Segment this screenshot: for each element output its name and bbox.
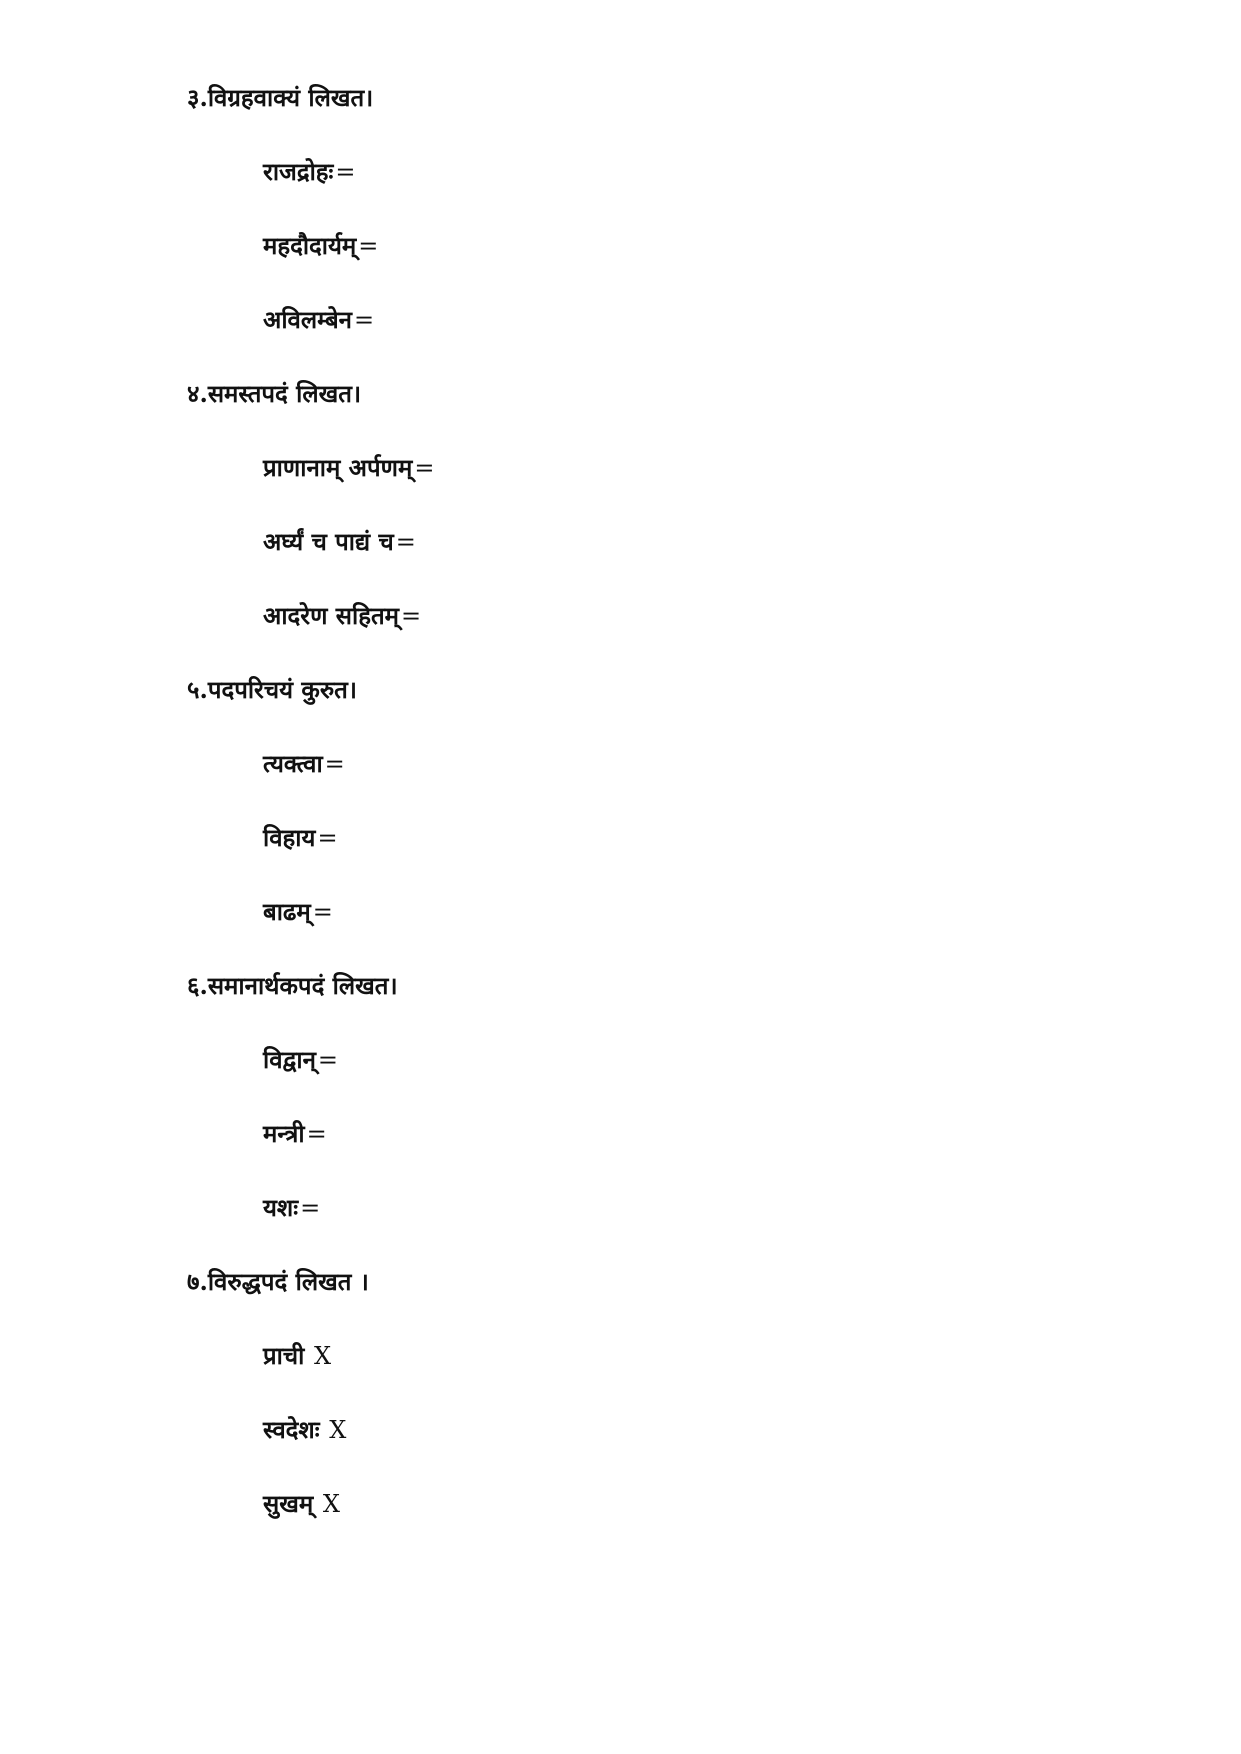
answer-marker: X xyxy=(315,1490,340,1518)
section-heading-3: ३.विग्रहवाक्यं लिखत। xyxy=(187,83,374,112)
answer-marker: = xyxy=(317,1046,339,1074)
question-term: मन्त्री xyxy=(263,1119,305,1148)
question-term: त्यक्त्वा xyxy=(263,749,323,778)
question-term: राजद्रोहः xyxy=(263,157,334,186)
answer-marker: X xyxy=(306,1342,332,1370)
answer-marker: = xyxy=(300,1194,321,1222)
answer-marker: = xyxy=(414,454,435,482)
question-term: स्वदेशः xyxy=(263,1415,320,1444)
question-item xyxy=(263,1044,338,1076)
question-term: आदरेण सहितम् xyxy=(263,601,400,630)
question-item xyxy=(263,526,416,558)
section-heading-4: ४.समस्तपदं लिखत। xyxy=(187,379,362,408)
question-term: यशः xyxy=(263,1193,299,1222)
question-term: प्राची xyxy=(263,1341,305,1370)
question-item xyxy=(263,1488,340,1520)
answer-marker: = xyxy=(358,232,379,260)
question-term: विद्वान् xyxy=(263,1045,316,1074)
answer-marker: = xyxy=(354,306,375,334)
answer-marker: = xyxy=(324,750,345,778)
question-item xyxy=(263,452,434,484)
section-heading-5: ५.पदपरिचयं कुरुत। xyxy=(187,675,357,704)
question-term: प्राणानाम् अर्पणम् xyxy=(263,453,413,482)
answer-marker: = xyxy=(312,898,333,926)
question-item xyxy=(263,748,345,780)
answer-marker: = xyxy=(335,158,356,186)
question-item xyxy=(263,1340,331,1372)
question-item xyxy=(263,230,378,262)
question-term: अर्घ्यं च पाद्यं च xyxy=(263,527,394,556)
answer-marker: = xyxy=(306,1120,327,1148)
question-item xyxy=(263,822,338,854)
answer-marker: = xyxy=(395,528,416,556)
section-heading-7: ७.विरुद्धपदं लिखत । xyxy=(187,1267,369,1296)
answer-marker: X xyxy=(321,1416,347,1444)
question-item xyxy=(263,156,356,188)
section-heading-6: ६.समानार्थकपदं लिखत। xyxy=(187,971,398,1000)
question-term: बाढम् xyxy=(263,897,311,926)
question-item xyxy=(263,1414,346,1446)
question-item xyxy=(263,1192,320,1224)
answer-marker: = xyxy=(401,602,422,630)
question-item xyxy=(263,600,421,632)
question-item xyxy=(263,304,374,336)
question-item xyxy=(263,896,333,928)
question-item xyxy=(263,1118,327,1150)
answer-marker: = xyxy=(317,824,338,852)
question-term: अविलम्बेन xyxy=(263,305,352,334)
question-term: विहाय xyxy=(263,823,316,852)
question-term: महदौदार्यम् xyxy=(263,231,357,260)
question-term: सुखम् xyxy=(263,1489,314,1518)
